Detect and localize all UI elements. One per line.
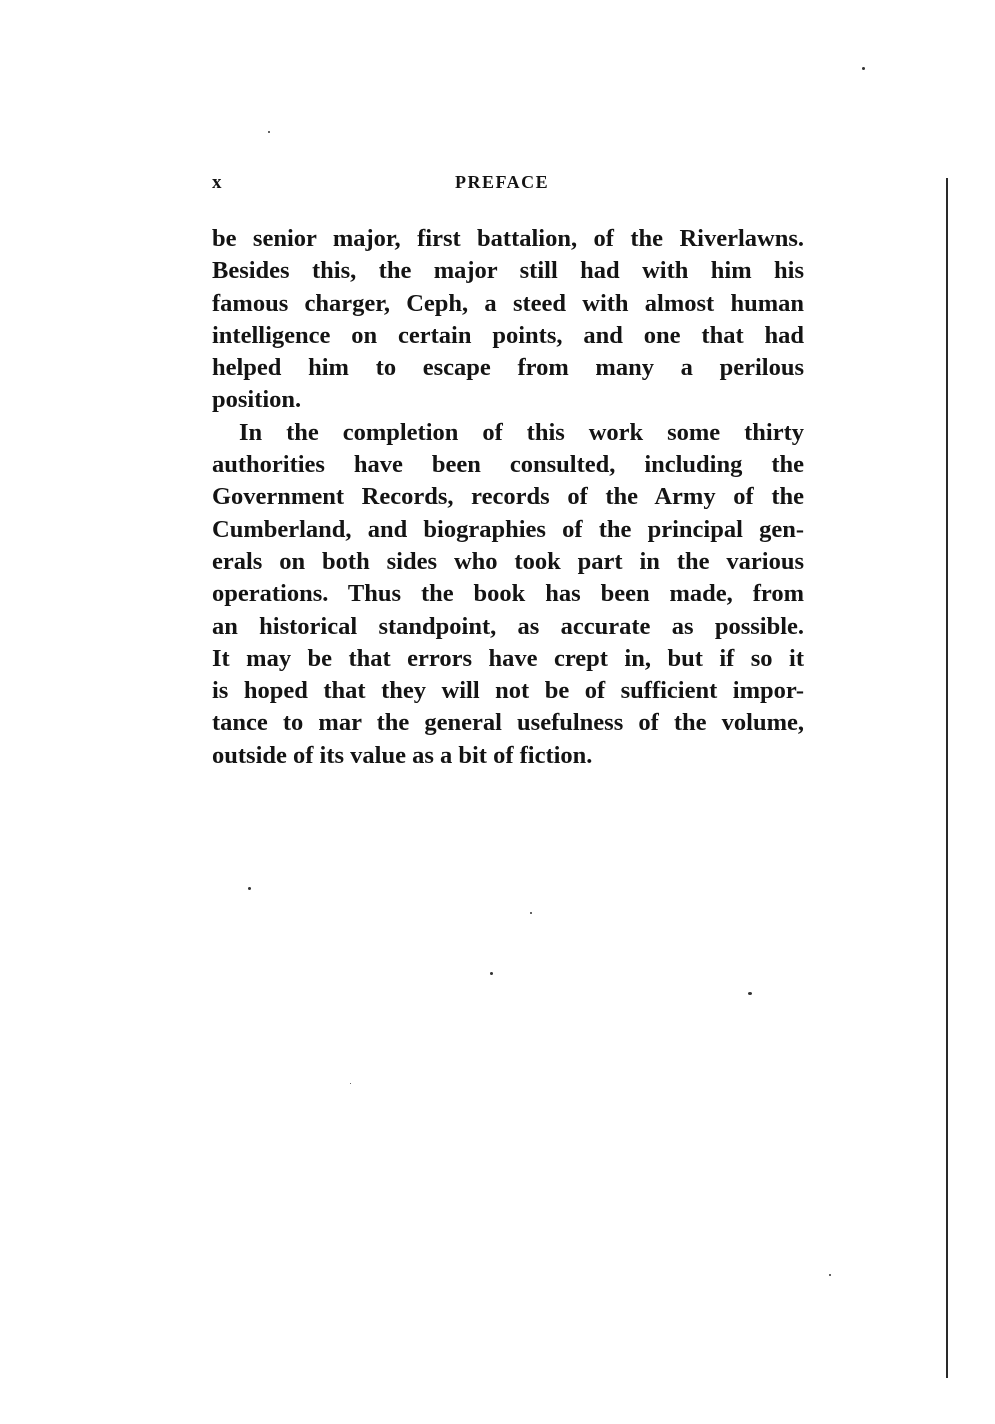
text-line: operations. Thus the book has been made, from [212,580,804,608]
text-line: outside of its value as a bit of fiction. [212,741,593,769]
scan-speck [748,992,752,995]
scan-speck [268,131,270,133]
text-line: position. [212,386,302,414]
page-edge-rule [946,178,948,1378]
text-line: intelligence on certain points, and one that had [212,321,804,349]
text-line: erals on both sides who took part in the various [212,547,804,575]
body-text [212,223,804,772]
running-head [212,172,804,200]
text-line: famous charger, Ceph, a steed with almost human [212,289,804,317]
scan-speck [530,912,532,914]
page-number: x [212,172,223,193]
scan-speck [248,887,251,890]
text-line: is hoped that they will not be of sufficient impor- [212,677,804,705]
scan-speck [862,67,865,70]
text-line: Cumberland, and biographies of the principal gen- [212,515,804,543]
text-line: be senior major, first battalion, of the Riverlawns. [212,225,804,252]
scan-speck [350,1083,351,1084]
scan-speck [490,972,493,975]
text-line: Government Records, records of the Army of the [212,483,804,511]
text-line: Besides this, the major still had with him his [212,257,804,285]
paragraph-1 [212,223,804,417]
text-line: tance to mar the general usefulness of the volume, [212,709,804,737]
scan-speck [829,1274,831,1276]
text-line: helped him to escape from many a perilous [212,354,804,382]
text-line: In the completion of this work some thirty [239,418,804,446]
text-line: an historical standpoint, as accurate as possible. [212,612,804,640]
text-line: It may be that errors have crept in, but if so it [212,644,804,672]
header-title: PREFACE [455,172,550,192]
paragraph-2 [212,417,804,772]
text-line: authorities have been consulted, including the [212,451,804,479]
